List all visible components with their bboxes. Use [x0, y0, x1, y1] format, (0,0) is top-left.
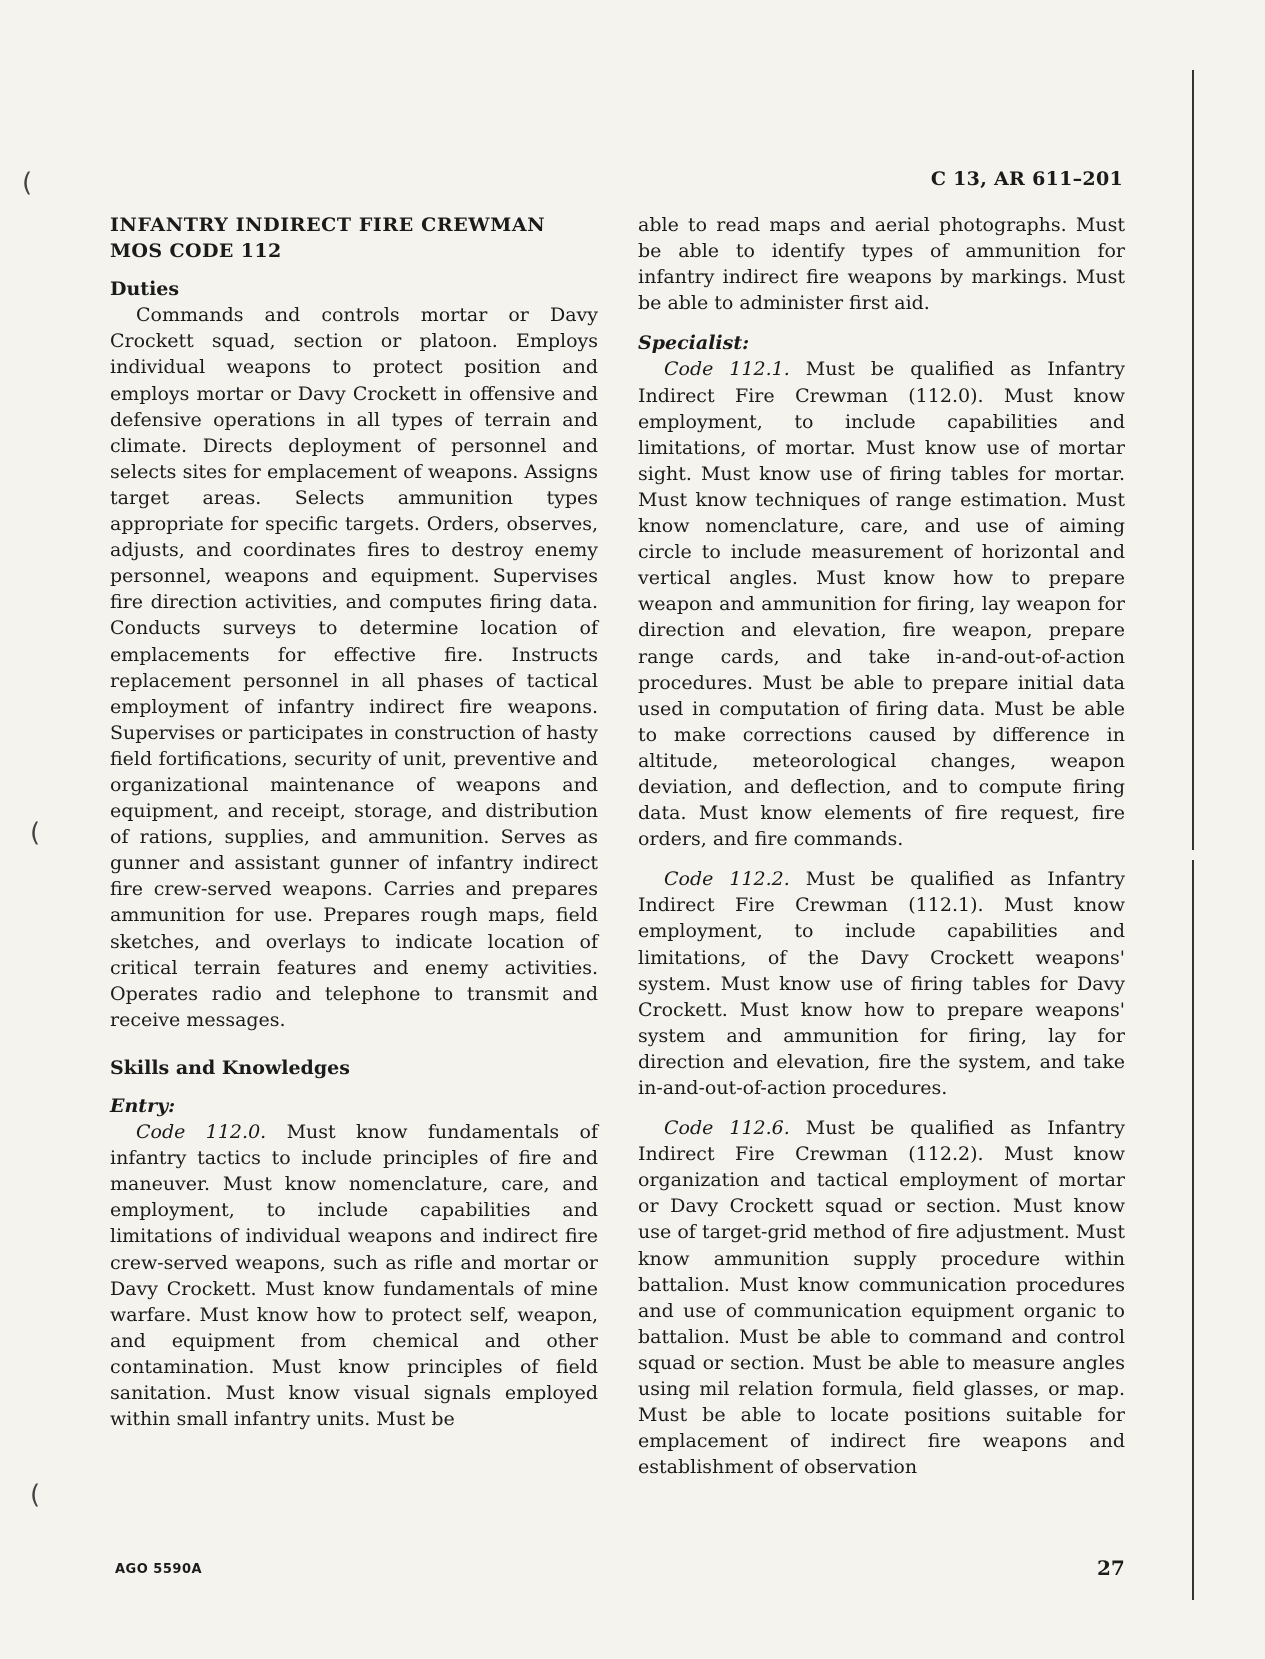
code-112-0-label: Code 112.0.: [136, 1121, 267, 1144]
code-112-2-text: Must be qualified as Infantry Indirect Fire Crewman (112.1). Must know employment, to include capabilities and limitations, of the Davy Crockett weapons' system. Must know use of firing tables for Davy Crockett. Must know how to prepare weapons' system and ammunition for firing, lay for direction and elevation, fire the system, and take in-and-out-of-action procedures.: [638, 868, 1125, 1099]
code-112-0-paragraph: [110, 1119, 598, 1432]
mos-code-heading: MOS CODE 112: [110, 240, 282, 263]
margin-mark-bottom: (: [30, 1480, 41, 1510]
continuation-paragraph: able to read maps and aerial photographs. Must be able to identify types of ammunition for infantry indirect fire weapons by markings. Must be able to administer first aid.: [638, 214, 1125, 315]
entry-heading: Entry:: [110, 1095, 176, 1117]
duties-heading: Duties: [110, 278, 180, 301]
code-112-6-label: Code 112.6.: [664, 1117, 790, 1140]
code-112-6-text: Must be qualified as Infantry Indirect Fire Crewman (112.2). Must know organization and tactical employment of mortar or Davy Crockett squad or section. Must know use of target-grid method of fire adjustment. Must know ammunition supply procedure within battalion. Must know communication procedures and use of communication equipment organic to battalion. Must be able to command and control squad or section. Must be able to measure angles using mil relation formula, field glasses, or map. Must be able to locate positions suitable for emplacement of indirect fire weapons and establishment of observation: [638, 1117, 1125, 1479]
duties-paragraph: Commands and controls mortar or Davy Crockett squad, section or platoon. Employs individual weapons to protect position and employs mortar or Davy Crockett in offensive and defensive operations in all types of terrain and climate. Directs deployment of personnel and selects sites for emplacement of weapons. Assigns target areas. Selects ammunition types appropriate for specific targets. Orders, observes, adjusts, and coordinates fires to destroy enemy personnel, weapons and equipment. Supervises fire direction activities, and computes firing data. Conducts surveys to determine location of emplacements for effective fire. Instructs replacement personnel in all phases of tactical employment of infantry indirect fire weapons. Supervises or participates in construction of hasty field fortifications, security of unit, preventive and organizational maintenance of weapons and equipment, and receipt, storage, and distribution of rations, supplies, and ammunition. Serves as gunner and assistant gunner of infantry indirect fire crew-served weapons. Carries and prepares ammunition for use. Prepares rough maps, field sketches, and overlays to indicate location of critical terrain features and enemy activities. Operates radio and telephone to transmit and receive messages.: [110, 304, 598, 1031]
code-112-2-label: Code 112.2.: [664, 868, 790, 891]
footer-ago-code: AGO 5590A: [115, 1562, 203, 1577]
margin-mark-top: (: [22, 168, 33, 198]
margin-bracket-upper: [1192, 70, 1194, 850]
code-112-2-paragraph: [638, 866, 1125, 1101]
document-title: INFANTRY INDIRECT FIRE CREWMAN: [110, 214, 546, 236]
header-reference: C 13, AR 611–201: [930, 168, 1123, 190]
skills-heading: Skills and Knowledges: [110, 1056, 350, 1079]
code-112-0-text: Must know fundamentals of infantry tactics to include principles of fire and maneuver. Must know nomenclature, care, and employment, to include capabilities and limitations of individual weapons and indirect fire crew-served weapons, such as rifle and mortar or Davy Crockett. Must know fundamentals of mine warfare. Must know how to protect self, weapon, and equipment from chemical and other contamination. Must know principles of field sanitation. Must know visual signals employed within small infantry units. Must be: [110, 1121, 599, 1431]
right-column: [638, 212, 1125, 1480]
margin-mark-middle: (: [30, 818, 41, 848]
code-112-1-text: Must be qualified as Infantry Indirect Fire Crewman (112.0). Must know employment, to include capabilities and limitations, of mortar. Must know use of mortar sight. Must know use of firing tables for mortar. Must know techniques of range estimation. Must know nomenclature, care, and use of aiming circle to include measurement of horizontal and vertical angles. Must know how to prepare weapon and ammunition for firing, lay weapon for direction and elevation, fire weapon, prepare range cards, and take in-and-out-of-action procedures. Must be able to prepare initial data used in computation of firing data. Must be able to make corrections caused by difference in altitude, meteorological changes, weapon deviation, and deflection, and to compute firing data. Must know elements of fire request, fire orders, and fire commands.: [638, 358, 1125, 851]
code-112-1-label: Code 112.1.: [664, 358, 790, 381]
page-number: 27: [1097, 1556, 1125, 1580]
code-112-6-paragraph: [638, 1115, 1125, 1480]
specialist-heading: Specialist:: [638, 332, 750, 355]
margin-bracket-lower: [1192, 860, 1194, 1600]
code-112-1-paragraph: [638, 356, 1125, 852]
left-column: [110, 212, 598, 1432]
